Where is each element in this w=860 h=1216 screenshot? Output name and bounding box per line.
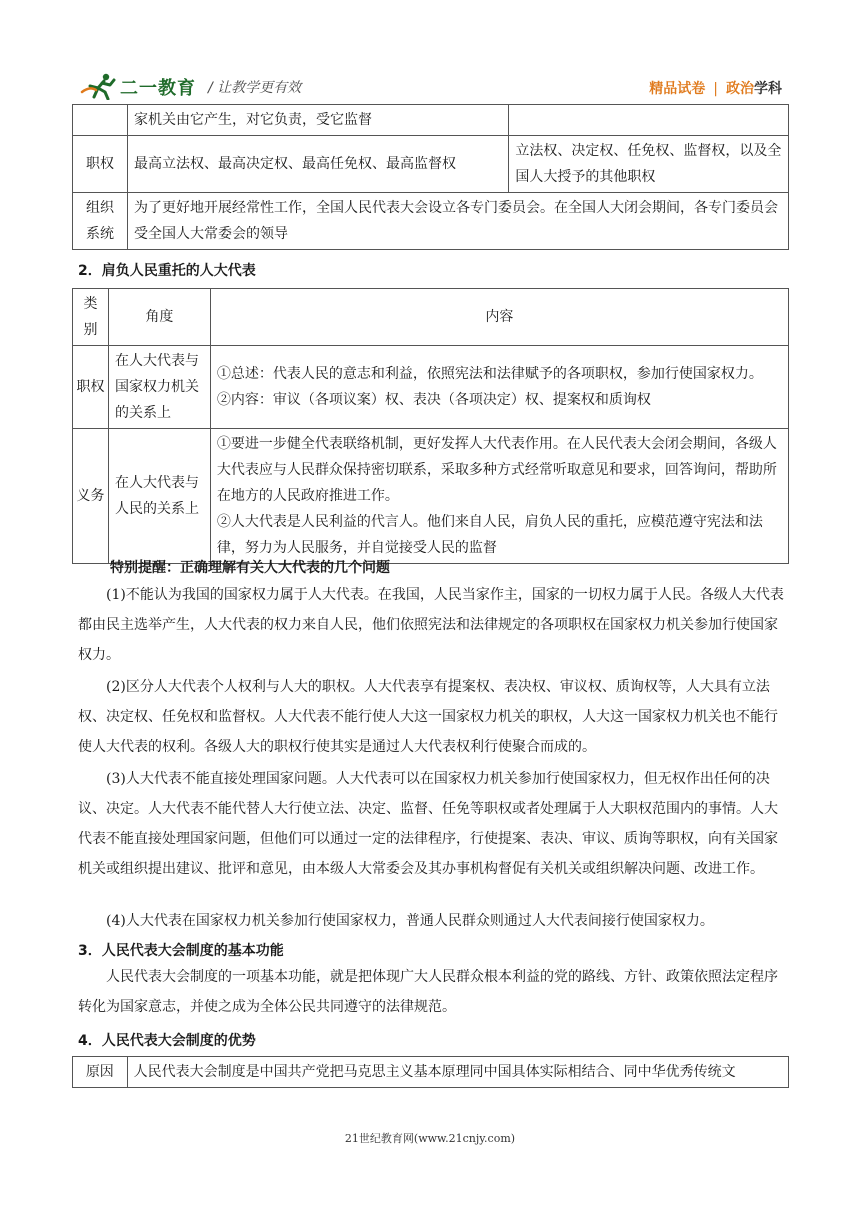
column-header: 角度 <box>108 289 210 346</box>
table-header-row <box>73 289 789 346</box>
table-row <box>73 105 789 136</box>
table-cell: 职权 <box>73 136 128 193</box>
subject-suffix: 学科 <box>754 81 782 97</box>
table-cell: 原因 <box>73 1057 128 1088</box>
section-3-title: 3．人民代表大会制度的基本功能 <box>78 943 284 959</box>
table-cell: 最高立法权、最高决定权、最高任免权、最高监督权 <box>127 136 508 193</box>
table-cell: 义务 <box>73 429 109 564</box>
table-row <box>73 429 789 564</box>
table-cell <box>210 346 788 429</box>
paragraph: (3)人大代表不能直接处理国家问题。人大代表可以在国家权力机关参加行使国家权力，但无权作出任何的决议、决定。人大代表不能代替人大行使立法、决定、监督、任免等职权或者处理属于人大职权范围内的事情。人大代表不能直接处理国家问题，但他们可以通过一定的法律程序，行使提案、表决、审议、质询等职权，向有关国家机关或组织提出建议、批评和意见，由本级人大常委会及其办事机构督促有关机关或组织解决问题、改进工作。 <box>78 771 778 877</box>
paragraph: (2)区分人大代表个人权利与人大的职权。人大代表享有提案权、表决权、审议权、质询权等，人大具有立法权、决定权、任免权和监督权。人大代表不能行使人大这一国家权力机关的职权，人大这一国家权力机关也不能行使人大代表的权利。各级人大的职权行使其实是通过人大代表权利行使聚合而成的。 <box>78 679 778 755</box>
table-cell <box>210 429 788 564</box>
cell-line: ②内容：审议（各项议案）权、表决（各项决定）权、提案权和质询权 <box>216 392 651 408</box>
advantage-table <box>72 1056 789 1088</box>
section-2-title: 2．肩负人民重托的人大代表 <box>78 263 256 279</box>
runner-logo-icon <box>80 72 118 100</box>
paragraph: (1)不能认为我国的国家权力属于人大代表。在我国，人民当家作主，国家的一切权力属于人民。各级人大代表都由民主选举产生，人大代表的权力来自人民，他们依照宪法和法律规定的各项职权在国家权力机关参加行使国家权力。 <box>78 587 784 663</box>
table-cell: 职权 <box>73 346 109 429</box>
table-cell: 立法权、决定权、任免权、监督权，以及全国人大授予的其他职权 <box>509 136 789 193</box>
logo-text: 二一教育 <box>120 78 196 99</box>
table-cell <box>509 105 789 136</box>
table-cell: 在人大代表与国家权力机关的关系上 <box>108 346 210 429</box>
column-header: 类别 <box>73 289 109 346</box>
organ-comparison-table <box>72 104 789 250</box>
deputy-table <box>72 288 789 564</box>
page-footer: 21世纪教育网(www.21cnjy.com) <box>344 1132 516 1145</box>
slogan: / 让教学更有效 <box>208 80 302 96</box>
section-3-text: 人民代表大会制度的一项基本功能，就是把体现广大人民群众根本利益的党的路线、方针、政策依照法定程序转化为国家意志，并使之成为全体公民共同遵守的法律规范。 <box>78 969 778 1015</box>
table-cell: 组织系统 <box>73 193 128 250</box>
table-cell: 人民代表大会制度是中国共产党把马克思主义基本原理同中国具体实际相结合、同中华优秀传统文 <box>127 1057 788 1088</box>
cell-line: ①要进一步健全代表联络机制，更好发挥人大代表作用。在人民代表大会闭会期间，各级人大代表应与人民群众保持密切联系，采取多种方式经常听取意见和要求，回答询问，帮助所在地方的人民政府推进工作。 <box>216 436 777 504</box>
cell-line: ①总述：代表人民的意志和利益，依照宪法和法律赋予的各项职权，参加行使国家权力。 <box>216 366 763 382</box>
table-row <box>73 193 789 250</box>
table-row <box>73 346 789 429</box>
subject-label <box>649 78 782 98</box>
table-cell: 在人大代表与人民的关系上 <box>108 429 210 564</box>
page-header <box>72 68 788 104</box>
premium-label: 精品试卷 <box>649 81 706 97</box>
subject-name: 政治 <box>726 81 754 97</box>
table-cell: 为了更好地开展经常性工作，全国人民代表大会设立各专门委员会。在全国人大闭会期间，各专门委员会受全国人大常委会的领导 <box>127 193 788 250</box>
column-header: 内容 <box>210 289 788 346</box>
header-separator: | <box>713 81 718 97</box>
table-cell <box>73 105 128 136</box>
table-row <box>73 1057 789 1088</box>
table-row <box>73 136 789 193</box>
table-cell: 家机关由它产生，对它负责，受它监督 <box>127 105 508 136</box>
paragraph: (4)人大代表在国家权力机关参加行使国家权力，普通人民群众则通过人大代表间接行使国家权力。 <box>106 913 714 929</box>
section-4-title: 4．人民代表大会制度的优势 <box>78 1033 256 1049</box>
reminder-title: 特别提醒：正确理解有关人大代表的几个问题 <box>110 560 390 576</box>
cell-line: ②人大代表是人民利益的代言人。他们来自人民，肩负人民的重托，应模范遵守宪法和法律，努力为人民服务，并自觉接受人民的监督 <box>216 514 763 556</box>
